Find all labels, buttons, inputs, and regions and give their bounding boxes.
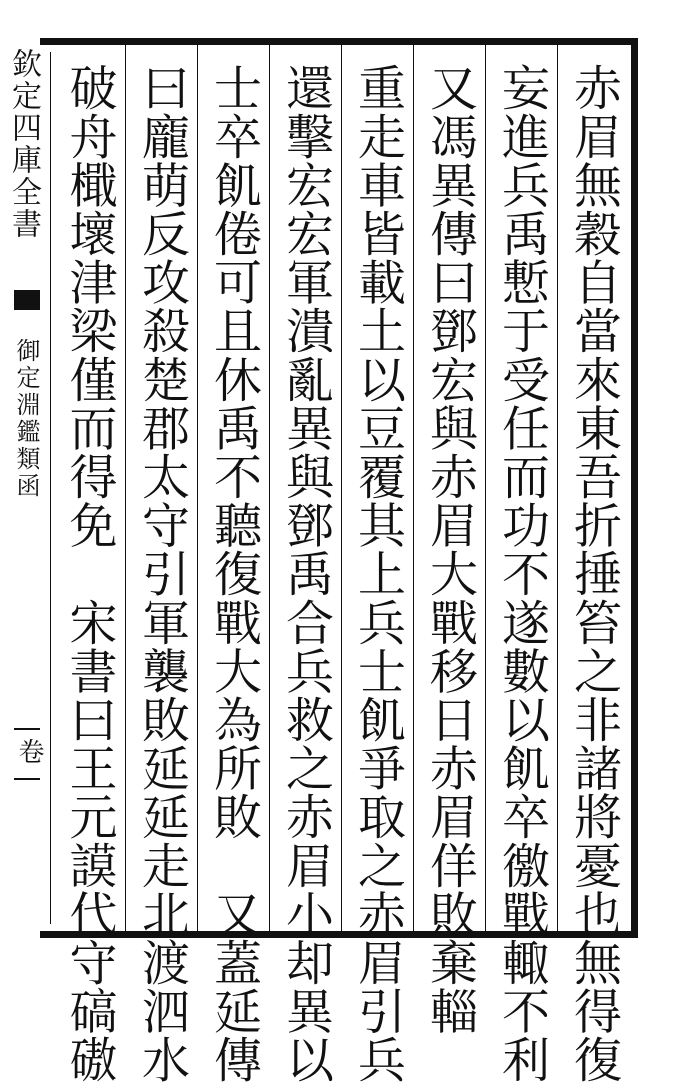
margin-black-block (14, 290, 40, 310)
text-column-8 (53, 45, 125, 1084)
column-text: 妄進兵禹慙于受任而功不遂數以飢卒徼戰輙不利 (493, 63, 550, 1084)
text-column-2 (485, 45, 557, 1084)
text-column-4 (341, 45, 413, 1084)
text-columns (52, 45, 629, 1084)
text-column-1 (557, 45, 629, 1084)
column-text: 士卒飢倦可且休禹不聽復戰大為所敗 又蓋延傳 (205, 63, 262, 1084)
margin-tick-bottom (14, 778, 40, 780)
margin-tick-top (14, 728, 40, 730)
margin-section-label: 御定淵鑑類函 (12, 338, 40, 500)
text-column-3 (413, 45, 485, 1035)
column-text: 重走車皆載土以豆覆其上兵士飢爭取之赤眉引兵 (349, 63, 406, 1084)
text-column-7 (125, 45, 197, 1084)
column-text: 還擊宏宏軍潰亂異與鄧禹合兵救之赤眉小却異以 (277, 63, 334, 1084)
column-text: 又馮異傳曰鄧宏與赤眉大戰移日赤眉佯敗棄輜 (421, 63, 478, 1035)
page-margin (0, 38, 44, 938)
text-column-5 (269, 45, 341, 1084)
column-text: 破舟檝壞津梁僅而得免 宋書曰王元謨代守碻磝 (61, 63, 117, 1084)
margin-book-title: 欽定四庫全書 (6, 48, 41, 240)
text-column-6 (197, 45, 269, 1084)
inner-rule-left (50, 52, 51, 924)
column-text: 赤眉無穀自當來東吾折捶笞之非諸將憂也無得復 (565, 63, 622, 1084)
column-text: 曰龐萌反攻殺楚郡太守引軍襲敗延延走北渡泗水 (133, 63, 190, 1084)
margin-page-marker: 卷 (14, 738, 44, 764)
